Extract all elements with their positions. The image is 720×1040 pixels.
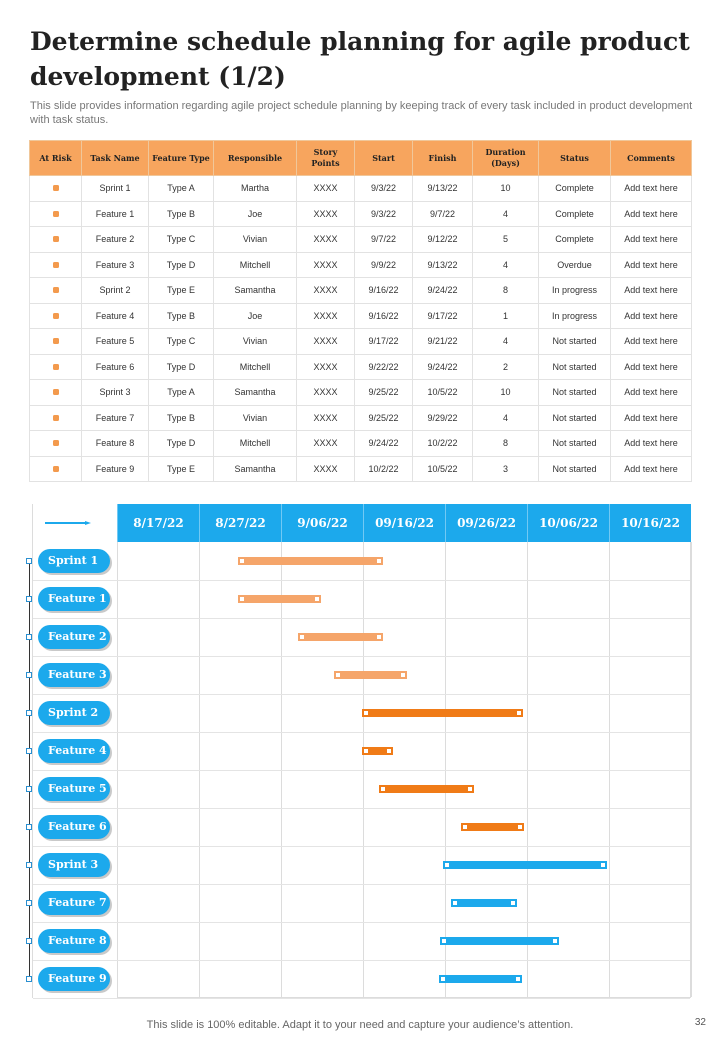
risk-indicator-icon	[53, 211, 59, 217]
risk-indicator-icon	[53, 364, 59, 370]
feature-type-cell: Type A	[149, 380, 214, 406]
timeline-node	[26, 976, 32, 982]
gantt-grid-hline	[33, 960, 690, 961]
duration-cell: 10	[473, 380, 539, 406]
at-risk-cell	[30, 456, 82, 482]
table-row	[30, 252, 692, 278]
task-name-cell: Feature 6	[82, 354, 149, 380]
finish-cell: 9/24/22	[413, 278, 473, 304]
gantt-bar	[439, 975, 522, 983]
risk-indicator-icon	[53, 338, 59, 344]
risk-indicator-icon	[53, 262, 59, 268]
at-risk-cell	[30, 354, 82, 380]
table-row	[30, 201, 692, 227]
comments-cell: Add text here	[611, 456, 692, 482]
comments-cell: Add text here	[611, 431, 692, 457]
at-risk-cell	[30, 176, 82, 202]
start-cell: 9/16/22	[355, 278, 413, 304]
risk-indicator-icon	[53, 466, 59, 472]
story-points-cell: XXXX	[297, 456, 355, 482]
header-comments: Comments	[611, 141, 692, 176]
timeline-line	[29, 562, 30, 980]
header-feature-type: Feature Type	[149, 141, 214, 176]
status-cell: In progress	[539, 303, 611, 329]
comments-cell: Add text here	[611, 354, 692, 380]
status-cell: Overdue	[539, 252, 611, 278]
timeline-node	[26, 900, 32, 906]
task-name-cell: Sprint 1	[82, 176, 149, 202]
comments-cell: Add text here	[611, 252, 692, 278]
at-risk-cell	[30, 201, 82, 227]
bar-start-handle	[240, 559, 244, 563]
status-cell: Not started	[539, 380, 611, 406]
bar-end-handle	[401, 673, 405, 677]
task-name-cell: Feature 3	[82, 252, 149, 278]
responsible-cell: Martha	[214, 176, 297, 202]
table-row	[30, 456, 692, 482]
feature-type-cell: Type B	[149, 405, 214, 431]
gantt-task-label: Feature 6	[38, 815, 110, 839]
risk-indicator-icon	[53, 185, 59, 191]
story-points-cell: XXXX	[297, 252, 355, 278]
finish-cell: 9/24/22	[413, 354, 473, 380]
duration-cell: 4	[473, 201, 539, 227]
header-start: Start	[355, 141, 413, 176]
finish-cell: 10/5/22	[413, 380, 473, 406]
duration-cell: 1	[473, 303, 539, 329]
gantt-date-label: 8/17/22	[117, 504, 199, 542]
finish-cell: 9/21/22	[413, 329, 473, 355]
responsible-cell: Samantha	[214, 380, 297, 406]
start-cell: 9/16/22	[355, 303, 413, 329]
table-row	[30, 227, 692, 253]
gantt-grid-hline	[33, 846, 690, 847]
comments-cell: Add text here	[611, 201, 692, 227]
bar-start-handle	[442, 939, 446, 943]
story-points-cell: XXXX	[297, 176, 355, 202]
feature-type-cell: Type E	[149, 456, 214, 482]
feature-type-cell: Type D	[149, 354, 214, 380]
duration-cell: 8	[473, 278, 539, 304]
status-cell: In progress	[539, 278, 611, 304]
gantt-bar	[451, 899, 517, 907]
start-cell: 9/24/22	[355, 431, 413, 457]
header-story-points: Story Points	[297, 141, 355, 176]
task-name-cell: Feature 9	[82, 456, 149, 482]
at-risk-cell	[30, 431, 82, 457]
gantt-date-label: 9/06/22	[281, 504, 363, 542]
header-finish: Finish	[413, 141, 473, 176]
footer-note: This slide is 100% editable. Adapt it to your need and capture your audience’s attention.	[146, 1019, 574, 1031]
status-cell: Not started	[539, 456, 611, 482]
task-name-cell: Sprint 2	[82, 278, 149, 304]
bar-start-handle	[441, 977, 445, 981]
header-task-name: Task Name	[82, 141, 149, 176]
gantt-date-label: 09/16/22	[363, 504, 445, 542]
story-points-cell: XXXX	[297, 354, 355, 380]
status-cell: Complete	[539, 176, 611, 202]
risk-indicator-icon	[53, 415, 59, 421]
bar-start-handle	[463, 825, 467, 829]
responsible-cell: Samantha	[214, 278, 297, 304]
table-row	[30, 380, 692, 406]
timeline-node	[26, 596, 32, 602]
task-name-cell: Sprint 3	[82, 380, 149, 406]
status-cell: Not started	[539, 329, 611, 355]
comments-cell: Add text here	[611, 227, 692, 253]
comments-cell: Add text here	[611, 278, 692, 304]
start-cell: 9/7/22	[355, 227, 413, 253]
gantt-bar	[440, 937, 559, 945]
at-risk-cell	[30, 227, 82, 253]
gantt-grid-hline	[33, 618, 690, 619]
story-points-cell: XXXX	[297, 227, 355, 253]
at-risk-cell	[30, 303, 82, 329]
feature-type-cell: Type E	[149, 278, 214, 304]
arrow-right-icon	[45, 521, 91, 525]
status-cell: Complete	[539, 201, 611, 227]
bar-end-handle	[377, 559, 381, 563]
timeline-node	[26, 710, 32, 716]
finish-cell: 10/2/22	[413, 431, 473, 457]
comments-cell: Add text here	[611, 405, 692, 431]
page-number: 32	[694, 1017, 706, 1028]
responsible-cell: Mitchell	[214, 354, 297, 380]
timeline-node	[26, 786, 32, 792]
timeline-node	[26, 634, 32, 640]
bar-start-handle	[364, 711, 368, 715]
gantt-chart	[29, 504, 691, 999]
risk-indicator-icon	[53, 440, 59, 446]
table-row	[30, 176, 692, 202]
timeline-node	[26, 824, 32, 830]
story-points-cell: XXXX	[297, 201, 355, 227]
status-cell: Complete	[539, 227, 611, 253]
gantt-left-border	[32, 504, 33, 998]
gantt-grid-hline	[33, 884, 690, 885]
finish-cell: 9/13/22	[413, 252, 473, 278]
comments-cell: Add text here	[611, 380, 692, 406]
feature-type-cell: Type D	[149, 431, 214, 457]
feature-type-cell: Type D	[149, 252, 214, 278]
bar-end-handle	[315, 597, 319, 601]
table-row	[30, 329, 692, 355]
gantt-bar	[238, 595, 321, 603]
task-table	[29, 140, 692, 482]
gantt-bar	[362, 747, 393, 755]
duration-cell: 10	[473, 176, 539, 202]
responsible-cell: Mitchell	[214, 431, 297, 457]
gantt-task-label: Sprint 3	[38, 853, 110, 877]
gantt-bar	[461, 823, 524, 831]
gantt-grid-vline	[691, 542, 692, 997]
feature-type-cell: Type C	[149, 329, 214, 355]
start-cell: 9/17/22	[355, 329, 413, 355]
gantt-grid-hline	[33, 656, 690, 657]
table-row	[30, 303, 692, 329]
bar-start-handle	[300, 635, 304, 639]
bar-start-handle	[445, 863, 449, 867]
risk-indicator-icon	[53, 236, 59, 242]
story-points-cell: XXXX	[297, 329, 355, 355]
feature-type-cell: Type C	[149, 227, 214, 253]
bar-start-handle	[336, 673, 340, 677]
comments-cell: Add text here	[611, 329, 692, 355]
table-row	[30, 405, 692, 431]
header-at-risk: At Risk	[30, 141, 82, 176]
status-cell: Not started	[539, 354, 611, 380]
bar-end-handle	[377, 635, 381, 639]
gantt-bar	[334, 671, 407, 679]
feature-type-cell: Type B	[149, 201, 214, 227]
start-cell: 9/9/22	[355, 252, 413, 278]
table-row	[30, 354, 692, 380]
duration-cell: 8	[473, 431, 539, 457]
task-name-cell: Feature 4	[82, 303, 149, 329]
gantt-bar	[362, 709, 523, 717]
finish-cell: 9/12/22	[413, 227, 473, 253]
bar-start-handle	[240, 597, 244, 601]
gantt-task-label: Feature 5	[38, 777, 110, 801]
comments-cell: Add text here	[611, 303, 692, 329]
timeline-node	[26, 558, 32, 564]
gantt-grid-hline	[33, 580, 690, 581]
start-cell: 9/3/22	[355, 176, 413, 202]
start-cell: 9/3/22	[355, 201, 413, 227]
gantt-task-label: Sprint 1	[38, 549, 110, 573]
gantt-task-label: Feature 1	[38, 587, 110, 611]
timeline-node	[26, 938, 32, 944]
gantt-task-label: Feature 3	[38, 663, 110, 687]
story-points-cell: XXXX	[297, 380, 355, 406]
gantt-task-label: Sprint 2	[38, 701, 110, 725]
story-points-cell: XXXX	[297, 278, 355, 304]
finish-cell: 9/13/22	[413, 176, 473, 202]
start-cell: 9/25/22	[355, 405, 413, 431]
table-header-row	[30, 141, 692, 176]
responsible-cell: Samantha	[214, 456, 297, 482]
status-cell: Not started	[539, 405, 611, 431]
finish-cell: 10/5/22	[413, 456, 473, 482]
gantt-grid-hline	[33, 998, 690, 999]
slide-subtitle: This slide provides information regarding agile project schedule planning by keeping track of every task included in product development with task status.	[30, 100, 693, 126]
task-name-cell: Feature 5	[82, 329, 149, 355]
at-risk-cell	[30, 278, 82, 304]
status-cell: Not started	[539, 431, 611, 457]
duration-cell: 3	[473, 456, 539, 482]
gantt-task-label: Feature 2	[38, 625, 110, 649]
story-points-cell: XXXX	[297, 431, 355, 457]
comments-cell: Add text here	[611, 176, 692, 202]
feature-type-cell: Type B	[149, 303, 214, 329]
gantt-bar	[443, 861, 607, 869]
duration-cell: 4	[473, 252, 539, 278]
gantt-date-header	[117, 504, 691, 542]
gantt-task-label: Feature 9	[38, 967, 110, 991]
gantt-date-label: 8/27/22	[199, 504, 281, 542]
gantt-date-label: 09/26/22	[445, 504, 527, 542]
start-cell: 10/2/22	[355, 456, 413, 482]
table-body	[30, 176, 692, 482]
gantt-grid-hline	[33, 694, 690, 695]
gantt-grid-hline	[33, 732, 690, 733]
responsible-cell: Vivian	[214, 227, 297, 253]
gantt-date-label: 10/16/22	[609, 504, 691, 542]
bar-start-handle	[364, 749, 368, 753]
header-status: Status	[539, 141, 611, 176]
finish-cell: 9/29/22	[413, 405, 473, 431]
bar-end-handle	[516, 977, 520, 981]
responsible-cell: Vivian	[214, 405, 297, 431]
header-duration: Duration (Days)	[473, 141, 539, 176]
gantt-grid-hline	[33, 808, 690, 809]
bar-end-handle	[387, 749, 391, 753]
bar-end-handle	[511, 901, 515, 905]
gantt-bar	[379, 785, 474, 793]
responsible-cell: Mitchell	[214, 252, 297, 278]
duration-cell: 2	[473, 354, 539, 380]
responsible-cell: Vivian	[214, 329, 297, 355]
responsible-cell: Joe	[214, 201, 297, 227]
bar-start-handle	[381, 787, 385, 791]
at-risk-cell	[30, 252, 82, 278]
gantt-task-label: Feature 7	[38, 891, 110, 915]
finish-cell: 9/7/22	[413, 201, 473, 227]
duration-cell: 4	[473, 329, 539, 355]
timeline-node	[26, 862, 32, 868]
timeline-node	[26, 748, 32, 754]
table-row	[30, 278, 692, 304]
bar-end-handle	[468, 787, 472, 791]
start-cell: 9/22/22	[355, 354, 413, 380]
at-risk-cell	[30, 329, 82, 355]
bar-start-handle	[453, 901, 457, 905]
risk-indicator-icon	[53, 389, 59, 395]
gantt-task-label: Feature 8	[38, 929, 110, 953]
gantt-bar	[298, 633, 383, 641]
bar-end-handle	[518, 825, 522, 829]
timeline-node	[26, 672, 32, 678]
story-points-cell: XXXX	[297, 405, 355, 431]
task-name-cell: Feature 1	[82, 201, 149, 227]
table-row	[30, 431, 692, 457]
bar-end-handle	[517, 711, 521, 715]
header-responsible: Responsible	[214, 141, 297, 176]
slide-title: Determine schedule planning for agile product development (1/2)	[30, 27, 690, 91]
risk-indicator-icon	[53, 313, 59, 319]
finish-cell: 9/17/22	[413, 303, 473, 329]
duration-cell: 4	[473, 405, 539, 431]
gantt-grid-hline	[33, 922, 690, 923]
bar-end-handle	[553, 939, 557, 943]
gantt-bar	[238, 557, 383, 565]
duration-cell: 5	[473, 227, 539, 253]
task-name-cell: Feature 8	[82, 431, 149, 457]
start-cell: 9/25/22	[355, 380, 413, 406]
at-risk-cell	[30, 380, 82, 406]
responsible-cell: Joe	[214, 303, 297, 329]
gantt-task-label: Feature 4	[38, 739, 110, 763]
gantt-grid	[117, 542, 691, 998]
gantt-grid-hline	[33, 770, 690, 771]
at-risk-cell	[30, 405, 82, 431]
feature-type-cell: Type A	[149, 176, 214, 202]
gantt-date-label: 10/06/22	[527, 504, 609, 542]
risk-indicator-icon	[53, 287, 59, 293]
story-points-cell: XXXX	[297, 303, 355, 329]
task-name-cell: Feature 7	[82, 405, 149, 431]
task-name-cell: Feature 2	[82, 227, 149, 253]
bar-end-handle	[601, 863, 605, 867]
